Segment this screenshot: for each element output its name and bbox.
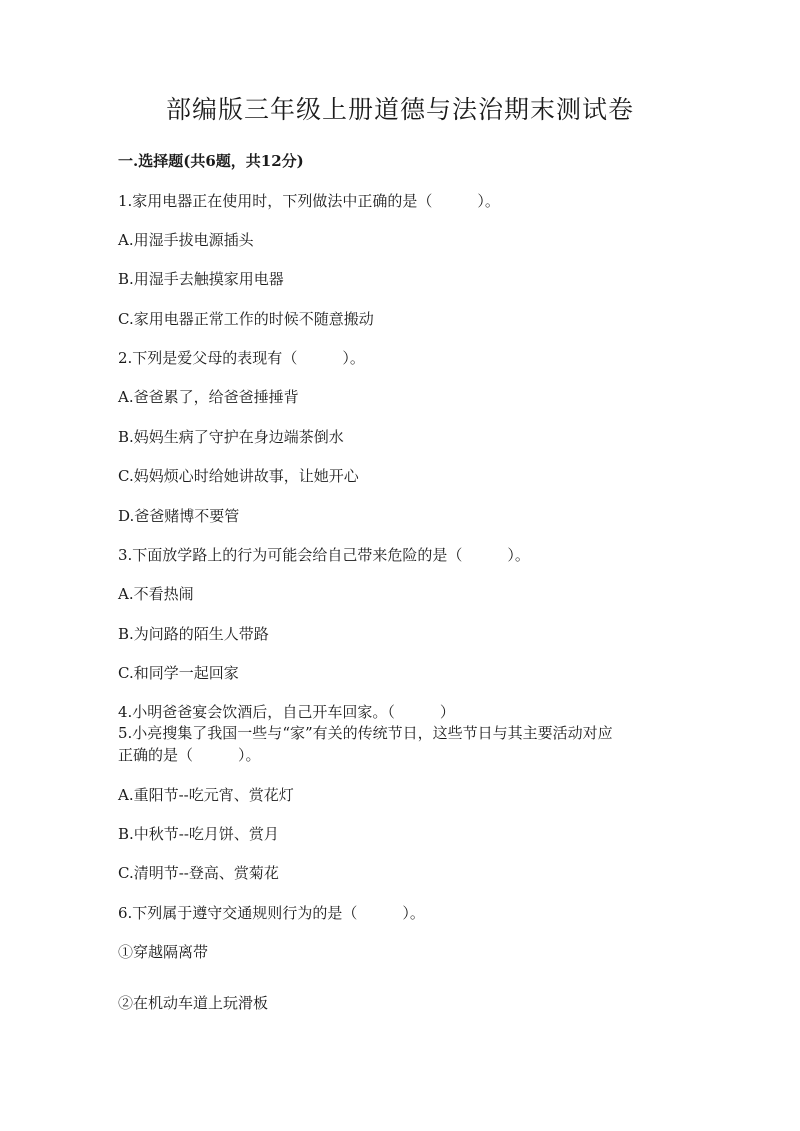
question-2-option-b: B.妈妈生病了守护在身边端茶倒水 xyxy=(118,428,344,446)
question-5-option-a: A.重阳节--吃元宵、赏花灯 xyxy=(118,786,294,804)
question-6-option-1: ①穿越隔离带 xyxy=(118,943,209,961)
section-heading: 一.选择题(共6题，共12分) xyxy=(118,152,304,170)
question-1-stem: 1.家用电器正在使用时，下列做法中正确的是（ ）。 xyxy=(118,192,500,210)
question-1-option-a: A.用湿手拔电源插头 xyxy=(118,231,254,249)
question-2-option-d: D.爸爸赌博不要管 xyxy=(118,507,240,525)
question-5-option-c: C.清明节--登高、赏菊花 xyxy=(118,864,279,882)
question-1-option-c: C.家用电器正常工作的时候不随意搬动 xyxy=(118,310,374,328)
question-3-stem: 3.下面放学路上的行为可能会给自己带来危险的是（ ）。 xyxy=(118,546,530,564)
question-3-option-b: B.为问路的陌生人带路 xyxy=(118,625,269,643)
question-5-stem-line-2: 正确的是（ ）。 xyxy=(118,746,261,764)
question-1-option-b: B.用湿手去触摸家用电器 xyxy=(118,270,284,288)
question-5-stem-line-1: 5.小亮搜集了我国一些与“家”有关的传统节日，这些节日与其主要活动对应 xyxy=(118,724,613,742)
question-3-option-c: C.和同学一起回家 xyxy=(118,664,239,682)
question-5-option-b: B.中秋节--吃月饼、赏月 xyxy=(118,825,279,843)
question-3-option-a: A.不看热闹 xyxy=(118,585,194,603)
question-2-option-a: A.爸爸累了，给爸爸捶捶背 xyxy=(118,388,299,406)
question-6-stem: 6.下列属于遵守交通规则行为的是（ ）。 xyxy=(118,904,425,922)
question-4-stem: 4.小明爸爸宴会饮酒后，自己开车回家。（ ） xyxy=(118,703,455,721)
question-2-stem: 2.下列是爱父母的表现有（ ）。 xyxy=(118,349,365,367)
question-2-option-c: C.妈妈烦心时给她讲故事，让她开心 xyxy=(118,467,359,485)
page-title: 部编版三年级上册道德与法治期末测试卷 xyxy=(165,95,634,124)
question-6-option-2: ②在机动车道上玩滑板 xyxy=(118,994,269,1012)
